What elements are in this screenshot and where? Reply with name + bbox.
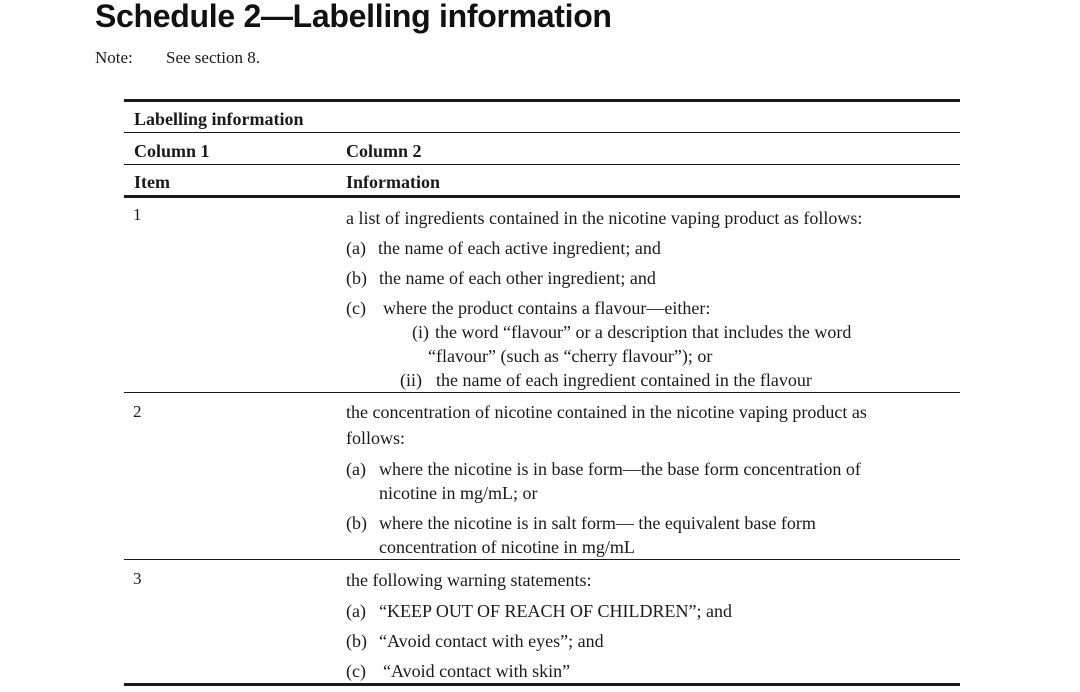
sub-list-text: the word “flavour” or a description that includes the word xyxy=(435,322,852,342)
row-intro: a list of ingredients contained in the nicotine vaping product as follows: xyxy=(346,208,863,228)
list-label: (a) xyxy=(346,459,366,479)
list-label: (a) xyxy=(346,238,366,258)
list-text: “KEEP OUT OF REACH OF CHILDREN”; and xyxy=(379,601,732,621)
sub-list-text: “flavour” (such as “cherry flavour”); or xyxy=(428,346,713,366)
list-text: “Avoid contact with eyes”; and xyxy=(379,631,604,651)
table-top-rule xyxy=(124,99,960,102)
note-text: See section 8. xyxy=(166,48,260,67)
header-bottom-rule xyxy=(124,195,960,198)
list-label: (b) xyxy=(346,631,367,651)
table-caption: Labelling information xyxy=(134,109,304,129)
list-item xyxy=(346,236,661,260)
list-text: where the nicotine is in salt form— the equivalent base form xyxy=(379,513,816,533)
caption-rule xyxy=(124,132,960,133)
item-number: 2 xyxy=(133,402,142,421)
column2-header: Column 2 xyxy=(346,141,422,161)
list-item xyxy=(346,266,656,290)
table-bottom-rule xyxy=(124,683,960,686)
item-header: Item xyxy=(134,172,170,192)
sub-list-label: (i) xyxy=(412,322,429,342)
list-label: (a) xyxy=(346,601,366,621)
sub-list-label: (ii) xyxy=(400,370,422,390)
row-divider xyxy=(124,559,960,560)
item-number: 3 xyxy=(133,569,142,588)
row-intro: the concentration of nicotine contained in the nicotine vaping product as xyxy=(346,402,867,422)
item-number: 1 xyxy=(133,205,142,224)
information-header: Information xyxy=(346,172,440,192)
page-title: Schedule 2—Labelling information xyxy=(95,0,612,34)
list-text: the name of each active ingredient; and xyxy=(378,238,661,258)
list-label: (c) xyxy=(346,661,366,681)
list-label: (b) xyxy=(346,513,367,533)
list-text: where the product contains a flavour—either: xyxy=(383,298,711,318)
list-text: the name of each other ingredient; and xyxy=(379,268,656,288)
row-divider xyxy=(124,392,960,393)
row-intro: the following warning statements: xyxy=(346,570,592,590)
sub-list-text: the name of each ingredient contained in the flavour xyxy=(436,370,812,390)
list-label: (b) xyxy=(346,268,367,288)
row-intro: follows: xyxy=(346,428,406,448)
list-label: (c) xyxy=(346,298,366,318)
list-text: concentration of nicotine in mg/mL xyxy=(379,537,635,557)
list-text: where the nicotine is in base form—the base form concentration of xyxy=(379,459,861,479)
note-label: Note: xyxy=(95,48,133,67)
list-text: nicotine in mg/mL; or xyxy=(379,483,538,503)
list-item xyxy=(346,599,732,623)
list-item xyxy=(346,629,604,653)
list-item xyxy=(346,296,710,320)
list-item xyxy=(346,659,570,683)
column1-header: Column 1 xyxy=(134,141,210,161)
list-text: “Avoid contact with skin” xyxy=(383,661,571,681)
header-rule xyxy=(124,164,960,165)
